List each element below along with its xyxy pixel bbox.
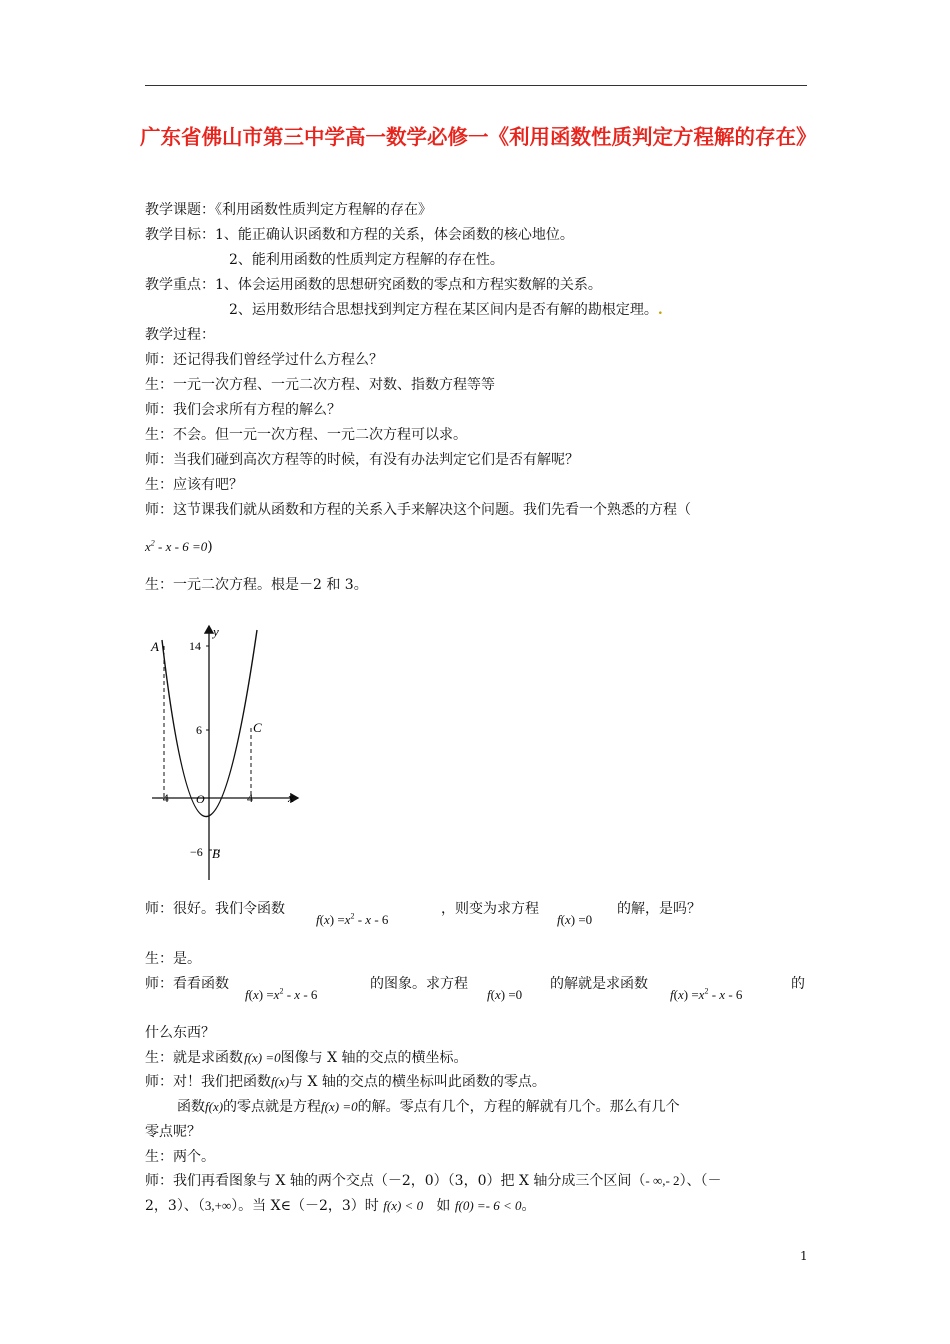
tick-label-6: 6 — [196, 723, 202, 737]
tick-label-14: 14 — [189, 639, 201, 653]
text-line: 师：我们会求所有方程的解么？ — [145, 402, 341, 418]
math-f-expr: $f(x) =x^2 - x - 6$ — [245, 986, 318, 1002]
text-line: 教学过程： — [145, 327, 215, 343]
text-line: 的 — [791, 976, 805, 992]
text-line: 生：是。 — [145, 951, 201, 967]
text-line: 2、运用数形结合思想找到判定方程在某区间内是否有解的勘根定理。. — [229, 302, 663, 318]
text-line: 什么东西？ — [145, 1025, 215, 1041]
text-line: 教学课题：《利用函数性质判定方程解的存在》 — [145, 202, 432, 218]
math-fx0: f(x) =0 — [487, 987, 523, 1002]
text-line: 教学目标：1、能正确认识函数和方程的关系，体会函数的核心地位。 — [145, 227, 574, 243]
header-rule — [145, 85, 807, 86]
tick-label-4: 4 — [247, 791, 253, 805]
parabola-graph — [148, 618, 308, 890]
point-c-label: C — [253, 720, 262, 735]
text-line: 的解，是吗？ — [617, 901, 701, 917]
text-line: 生：一元二次方程。根是－2 和 3。 — [145, 577, 368, 593]
text-line: 生：应该有吧？ — [145, 477, 243, 493]
tick-label-neg6: −6 — [190, 845, 203, 859]
text-line: 2，3）、（3,+∞）。当 X∈（－2，3）时 f(x) < 0 如 f(0) =- 6 < 0。 — [145, 1198, 536, 1214]
page-number: 1 — [800, 1249, 808, 1263]
document-title: 广东省佛山市第三中学高一数学必修一《利用函数性质判定方程解的存在》 — [140, 125, 817, 149]
text-line: 生：两个。 — [145, 1149, 215, 1165]
text-line: 2、能利用函数的性质判定方程解的存在性。 — [229, 252, 504, 268]
text-line: 师：我们再看图象与 X 轴的两个交点（－2，0）（3，0）把 X 轴分成三个区间（- ∞,- 2）、（－ — [145, 1173, 722, 1189]
text-line: 生：一元一次方程、一元二次方程、对数、指数方程等等 — [145, 377, 495, 393]
text-line: 教学重点：1、体会运用函数的思想研究函数的零点和方程实数解的关系。 — [145, 277, 602, 293]
text-line: 师：很好。我们令函数 — [145, 901, 285, 917]
text-line: 的解就是求函数 — [550, 976, 648, 992]
y-axis-label: y — [213, 624, 219, 639]
math-fx0: f(x) =0 — [557, 912, 593, 927]
text-line: 师：这节课我们就从函数和方程的关系入手来解决这个问题。我们先看一个熟悉的方程（ — [145, 502, 691, 518]
text-line: 师：对！我们把函数f(x)与 X 轴的交点的横坐标叫此函数的零点。 — [145, 1074, 546, 1090]
text-line: 师：看看函数 — [145, 976, 229, 992]
text-line: 函数f(x)的零点就是方程f(x) =0的解。零点有几个，方程的解就有几个。那么有几个 — [177, 1099, 680, 1115]
text-line: 师：还记得我们曾经学过什么方程么？ — [145, 352, 383, 368]
point-b-label: B — [212, 846, 220, 861]
point-a-label: A — [151, 639, 159, 654]
math-f-expr: $f(x) =x^2 - x - 6$ — [670, 986, 743, 1002]
text-line: 生：就是求函数 f(x) =0图像与 X 轴的交点的横坐标。 — [145, 1050, 468, 1066]
equation-line: $x^2 - x - 6 =0$) — [145, 538, 213, 555]
math-f-expr: $f(x) =x^2 - x - 6$ — [316, 911, 389, 927]
x-axis-label: x — [288, 790, 294, 805]
text-line: 零点呢？ — [145, 1124, 201, 1140]
text-line: ，则变为求方程 — [441, 901, 539, 917]
text-line: 师：当我们碰到高次方程等的时候，有没有办法判定它们是否有解呢？ — [145, 452, 579, 468]
text-line: 的图象。求方程 — [370, 976, 468, 992]
origin-label: O — [196, 792, 205, 806]
tick-label-neg4: −4 — [156, 791, 169, 805]
text-line: 生：不会。但一元一次方程、一元二次方程可以求。 — [145, 427, 467, 443]
